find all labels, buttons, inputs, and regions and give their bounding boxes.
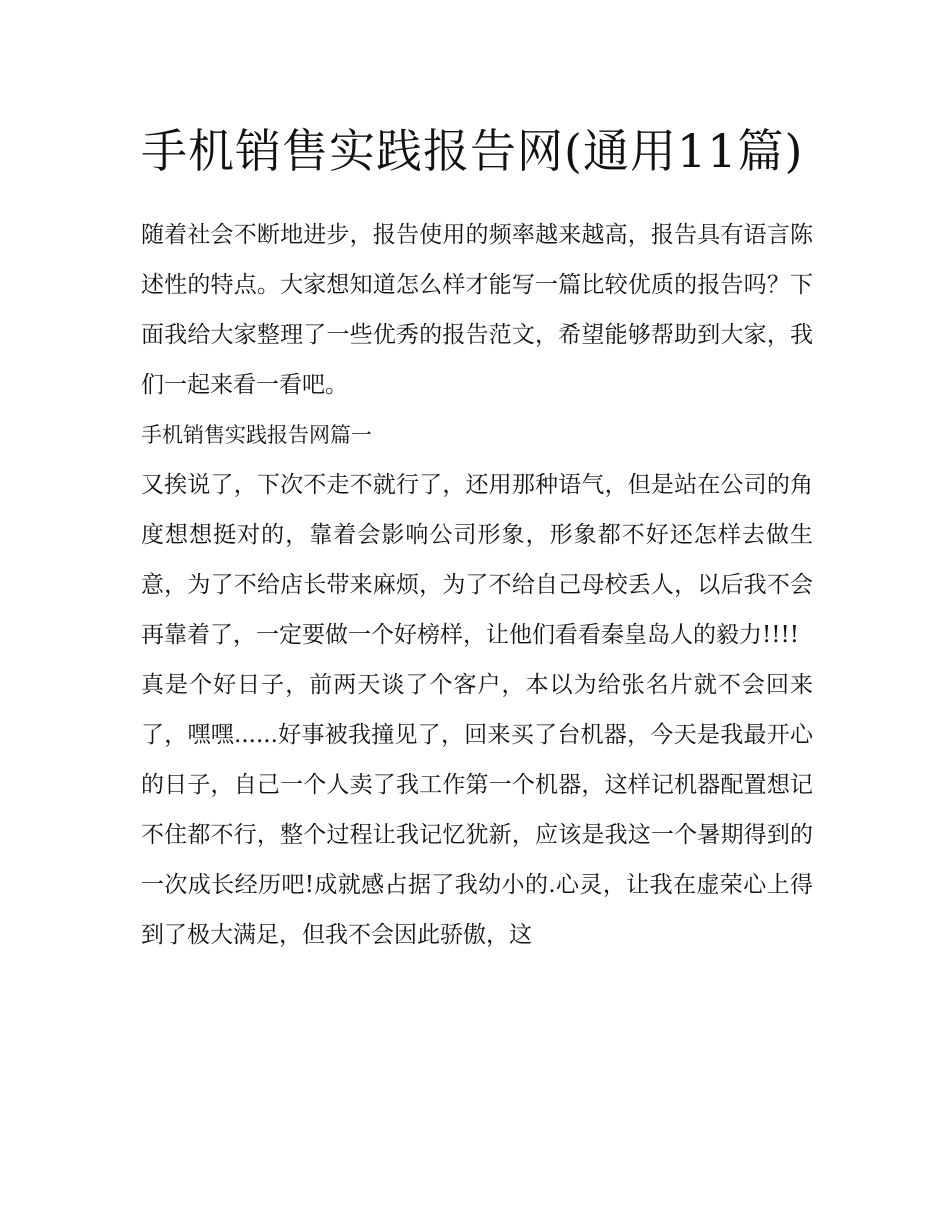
section-heading: 手机销售实践报告网篇一 [141,423,372,447]
body-paragraph-1: 又挨说了，下次不走不就行了，还用那种语气，但是站在公司的角度想想挺对的，靠着会影响公司形象，形象都不好还怎样去做生意，为了不给店长带来麻烦，为了不给自己母校丢人，以后我不会再靠着了，一定要做一个好榜样，让他们看看秦皇岛人的毅力!!!! [141,472,813,648]
body-paragraph-2: 真是个好日子，前两天谈了个客户，本以为给张名片就不会回来了，嘿嘿......好事被我撞见了，回来买了台机器，今天是我最开心的日子，自己一个人卖了我工作第一个机器，这样记机器配置想记不住都不行，整个过程让我记忆犹新，应该是我这一个暑期得到的一次成长经历吧!成就感占据了我幼小的.心灵，让我在虚荣心上得到了极大满足，但我不会因此骄傲，这 [141,672,813,948]
intro-paragraph: 随着社会不断地进步，报告使用的频率越来越高，报告具有语言陈述性的特点。大家想知道怎么样才能写一篇比较优质的报告吗？下面我给大家整理了一些优秀的报告范文，希望能够帮助到大家，我们一起来看一看吧。 [141,222,813,398]
document-body [141,112,813,960]
document-title: 手机销售实践报告网(通用11篇) [141,124,804,178]
